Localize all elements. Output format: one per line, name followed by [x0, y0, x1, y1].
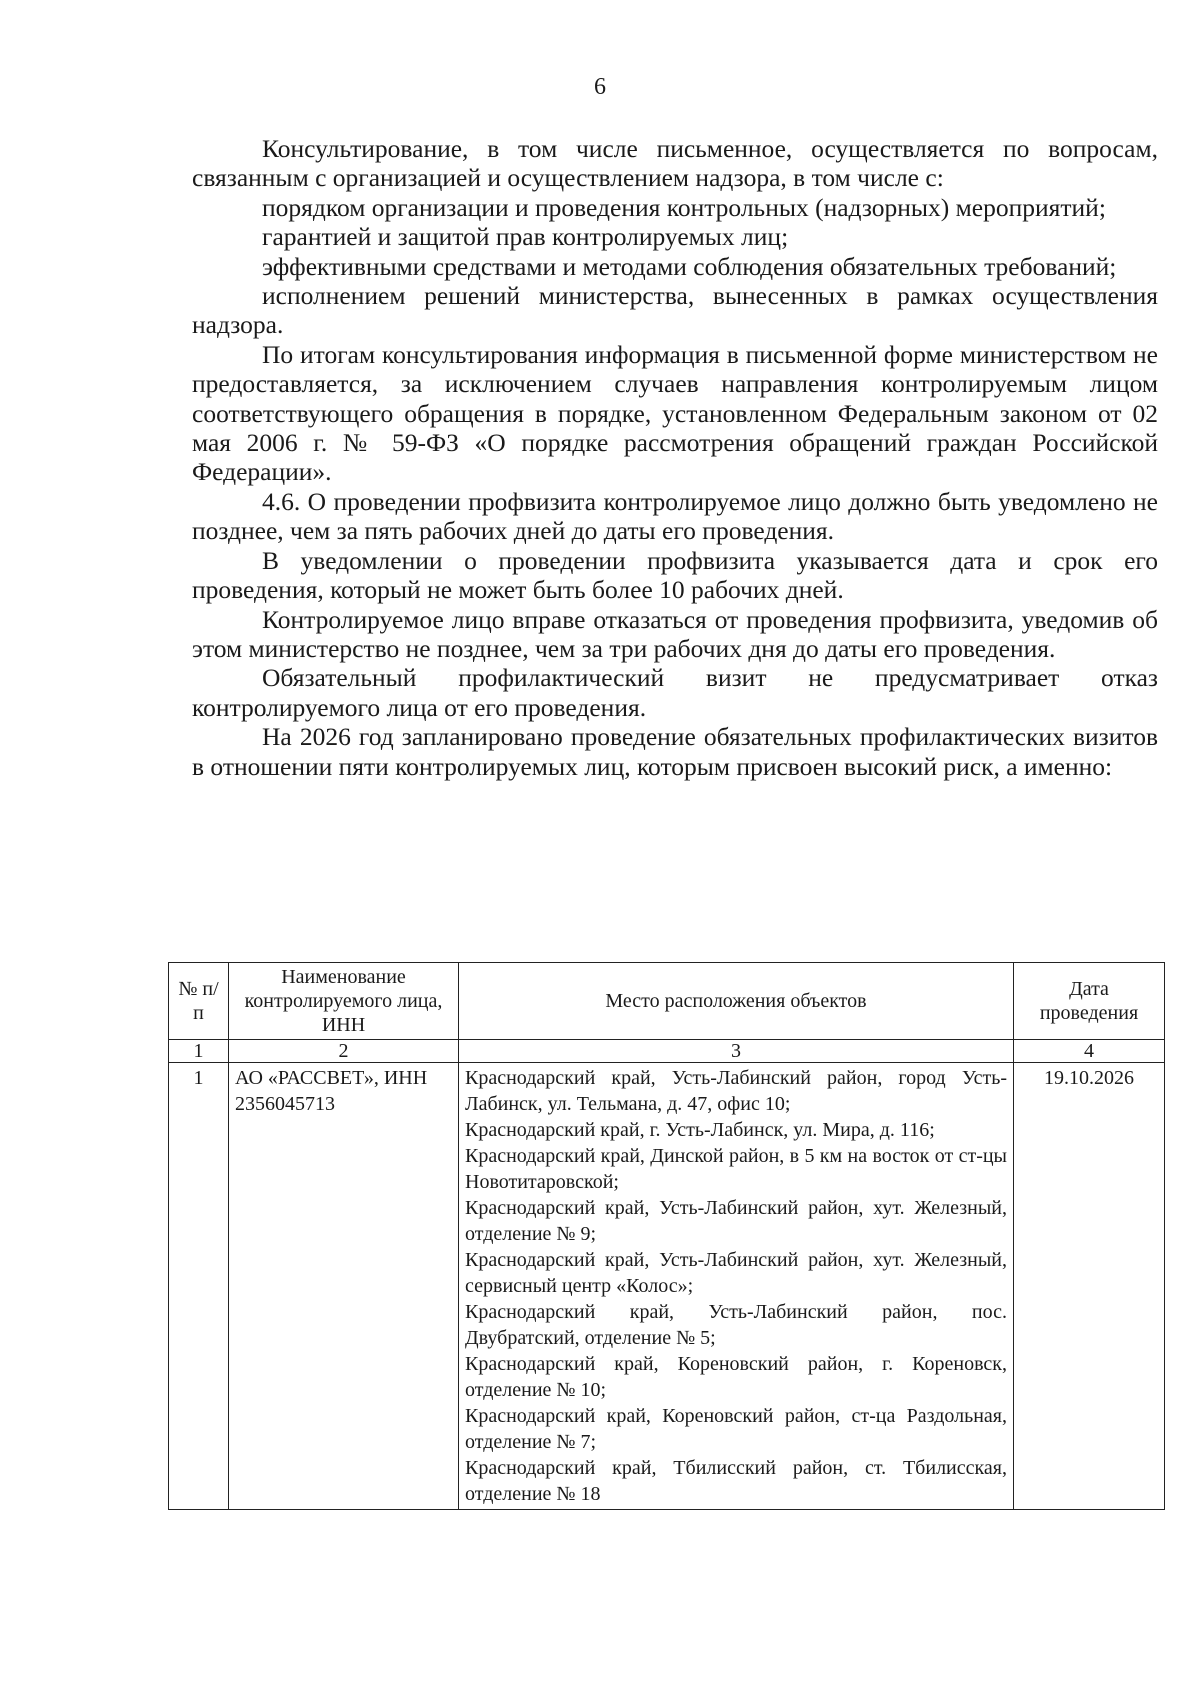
entity-name: АО «РАССВЕТ», ИНН 2356045713 — [229, 1063, 459, 1510]
address-item: Краснодарский край, Тбилисский район, ст. Тбилисская, отделение № 18 — [465, 1457, 1007, 1505]
address-item: Краснодарский край, Усть-Лабинский район, город Усть-Лабинск, ул. Тельмана, д. 47, офис 10; — [465, 1067, 1007, 1115]
column-number-row — [169, 1040, 1165, 1063]
paragraph: 4.6. О проведении профвизита контролируемое лицо должно быть уведомлено не позднее, чем за пять рабочих дней до даты его проведения. — [192, 486, 1158, 546]
header-name: Наименование контролируемого лица, ИНН — [229, 963, 459, 1040]
paragraph: Обязательный профилактический визит не предусматривает отказ контролируемого лица от его проведения. — [192, 663, 1158, 722]
paragraph: эффективными средствами и методами соблюдения обязательных требований; — [262, 251, 1117, 281]
visit-date: 19.10.2026 — [1014, 1063, 1165, 1510]
header-location: Место расположения объектов — [459, 963, 1014, 1040]
row-number: 1 — [169, 1063, 229, 1510]
paragraph: порядком организации и проведения контрольных (надзорных) мероприятий; — [262, 192, 1106, 222]
address-item: Краснодарский край, Кореновский район, г. Кореновск, отделение № 10; — [465, 1353, 1007, 1401]
location-list — [459, 1063, 1014, 1510]
paragraph: гарантией и защитой прав контролируемых лиц; — [262, 222, 789, 252]
paragraph: В уведомлении о проведении профвизита указывается дата и срок его проведения, который не может быть более 10 рабочих дней. — [192, 545, 1158, 605]
column-number: 1 — [169, 1040, 229, 1063]
column-number: 2 — [229, 1040, 459, 1063]
address-item: Краснодарский край, г. Усть-Лабинск, ул. Мира, д. 116; — [465, 1119, 935, 1141]
header-number: № п/п — [169, 963, 229, 1040]
paragraph: Контролируемое лицо вправе отказаться от проведения профвизита, уведомив об этом министерство не позднее, чем за три рабочих дня до даты его проведения. — [192, 604, 1158, 663]
address-item: Краснодарский край, Динской район, в 5 км на восток от ст-цы Новотитаровской; — [465, 1145, 1007, 1193]
table-row — [169, 1063, 1165, 1510]
address-item: Краснодарский край, Усть-Лабинский район, хут. Железный, отделение № 9; — [465, 1197, 1007, 1245]
table-header-row — [169, 963, 1165, 1040]
header-date: Дата проведения — [1014, 963, 1165, 1040]
paragraph: На 2026 год запланировано проведение обязательных профилактических визитов в отношении пяти контролируемых лиц, которым присвоен высокий риск, а именно: — [192, 722, 1158, 781]
paragraph: По итогам консультирования информация в письменной форме министерством не предоставляется, за исключением случаев направления контролируемым лицом соответствующего обращения в порядке, установленном Федеральным законом от 02 мая 2006 г. № 59-ФЗ «О порядке рассмотрения обращений граждан Российской Федерации». — [192, 339, 1158, 487]
address-item: Краснодарский край, Усть-Лабинский район, пос. Двубратский, отделение № 5; — [465, 1301, 1007, 1349]
address-item: Краснодарский край, Кореновский район, ст-ца Раздольная, отделение № 7; — [465, 1405, 1007, 1453]
address-item: Краснодарский край, Усть-Лабинский район, хут. Железный, сервисный центр «Колос»; — [465, 1249, 1007, 1297]
body-text — [192, 134, 1158, 781]
visits-table — [168, 962, 1165, 1510]
paragraph: Консультирование, в том числе письменное, осуществляется по вопросам, связанным с организацией и осуществлением надзора, в том числе с: — [192, 134, 1158, 193]
paragraph: исполнением решений министерства, вынесенных в рамках осуществления надзора. — [192, 281, 1158, 340]
column-number: 3 — [459, 1040, 1014, 1063]
page-number: 6 — [594, 74, 606, 100]
column-number: 4 — [1014, 1040, 1165, 1063]
